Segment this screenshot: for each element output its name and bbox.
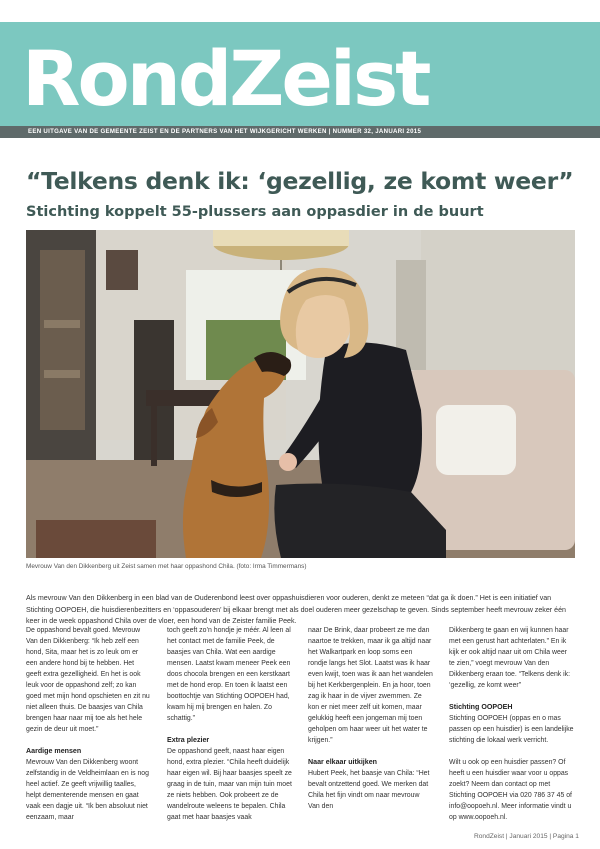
paragraph: Stichting OOPOEH (oppas en o mas passen op een huisdier) is een landelijke stichting die lokaal werk verricht. — [449, 715, 574, 744]
tagline-bar — [0, 126, 600, 138]
section-heading: Aardige mensen — [26, 747, 82, 755]
issue-tagline: EEN UITGAVE VAN DE GEMEENTE ZEIST EN DE PARTNERS VAN HET WIJKGERICHT WERKEN | NUMMER 32, JANUARI 2015 — [28, 128, 422, 135]
article-column — [26, 625, 151, 834]
page-footer: RondZeist | Januari 2015 | Pagina 1 — [474, 833, 579, 840]
paragraph: Dikkenberg te gaan en wij kunnen haar met een gerust hart achterlaten.” En ik kijk er ook altijd naar uit om Chila weer te zien,” voegt mevrouw Van den Dikkenberg eraan toe. “Telkens denk ik: ‘gezellig, ze komt weer” — [449, 627, 571, 689]
contact-paragraph: Wilt u ook op een huisdier passen? Of heeft u een huisdier waar voor u oppas zoekt? Neem dan contact op met Stichting OOPOEH via 020 786 37 45 of info@oopoeh.nl. Meer informatie vindt u op www.oopoeh.nl. — [449, 759, 572, 821]
paragraph: Mevrouw Van den Dikkenberg woont zelfstandig in de Veldheimlaan en is nog heel actief. Ze geeft vrijwillig taalles, helpt dementerende mensen en gaat vaak een dagje uit. “Ik ben absoluut niet eenzaam, maar — [26, 759, 149, 821]
photo-caption: Mevrouw Van den Dikkenberg uit Zeist samen met haar oppashond Chila. (foto: Irma Timmermans) — [26, 563, 307, 570]
paragraph: Hubert Peek, het baasje van Chila: “Het bevalt ontzettend goed. We merken dat Chila het fijn vindt om naar mevrouw Van den — [308, 770, 430, 810]
section-heading: Stichting OOPOEH — [449, 703, 513, 711]
article-subheadline: Stichting koppelt 55-plussers aan oppasdier in de buurt — [26, 204, 484, 220]
article-headline: “Telkens denk ik: ‘gezellig, ze komt weer” — [26, 167, 574, 195]
section-heading: Extra plezier — [167, 736, 210, 744]
article-column — [167, 625, 292, 834]
paragraph: naar De Brink, daar probeert ze me dan naartoe te trekken, maar ik ga altijd naar het Walkartpark en loop soms een rondje langs het Slot. Laatst was ik haar even kwijt, toen was ik aan het wandelen bij het Kerkbergenplein. En ja hoor, toen zag ik haar in de vijver zwemmen. Ze kon er niet meer zelf uit komen, maar gelukkig heeft een jongeman mij toen geholpen om haar weer uit het water te krijgen.” — [308, 627, 433, 744]
article-column — [308, 625, 433, 823]
paragraph: toch geeft zo’n hondje je méér. Al leen al het contact met de familie Peek, de baasjes van Chila. Wat een aardige mensen. Laatst kwam meneer Peek een doos chocola brengen en een kerstkaart met de hond erop. En toen ik laatst een boottochtje van Stichting OOPOEH had, kwam hij mij brengen en halen. Zo schattig.” — [167, 627, 291, 722]
brand-logo: RondZeist — [22, 34, 429, 123]
photo-woman-with-dog — [26, 230, 575, 558]
article-column — [449, 625, 574, 834]
article-body — [26, 625, 578, 825]
masthead — [0, 22, 600, 134]
paragraph: De oppashond geeft, naast haar eigen hond, extra plezier. “Chila heeft duidelijk haar eigen wil. Bij haar baasjes speelt ze graag in de tuin, maar van mijn tuin moet ze niets hebben. Ook probeert ze de wandelroute weleens te bepalen. Chila gaat met haar baasjes vaak — [167, 748, 292, 821]
section-heading: Naar elkaar uitkijken — [308, 758, 378, 766]
paragraph: De oppashond bevalt goed. Mevrouw Van den Dikkenberg: “Ik heb zelf een hond, Sita, maar het is zo leuk om er een andere hond bij te hebben. Het geeft extra gezelligheid. En het is ook leuk voor de oppashond zelf; zo kan goed met mijn hond opschieten en zit nu niet alleen thuis. De baasjes van Chila brengen haar naar mij toe als het hele gezin de deur uit moet.” — [26, 627, 150, 733]
article-photo — [26, 230, 575, 558]
article-intro: Als mevrouw Van den Dikkenberg in een blad van de Ouderenbond leest over oppashuisdieren voor ouderen, denkt ze meteen “dat ga ik doen.” Het is een initiatief van Stichting OOPOEH, die huisdierenbezitters en ‘oppasouderen’ bij elkaar brengt met als doel ouderen meer gezelschap te geven. Sinds september heeft mevrouw zeker één keer in de week oppashond Chila over de vloer, een hond van de Zeister familie Peek. — [26, 594, 566, 625]
